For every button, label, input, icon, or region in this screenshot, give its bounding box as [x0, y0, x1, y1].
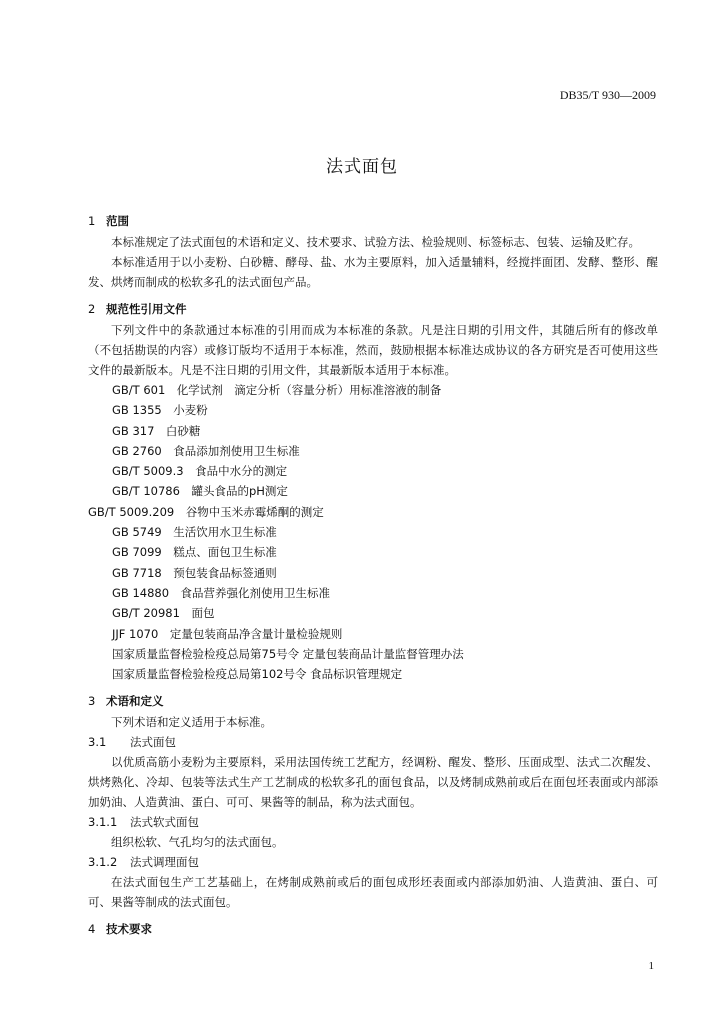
term-name: 法式调理面包	[130, 855, 199, 870]
reference-item: GB/T 10786 罐头食品的pH测定	[112, 484, 288, 499]
section-heading	[88, 918, 658, 940]
reference-item: GB 317 白砂糖	[112, 423, 201, 438]
term-name: 法式软式面包	[130, 815, 199, 830]
reference-item: GB 5749 生活饮用水卫生标准	[112, 525, 277, 540]
term-heading	[88, 812, 658, 832]
reference-item: GB 7718 预包装食品标签通则	[112, 565, 277, 580]
page-number: 1	[648, 960, 654, 972]
section-heading	[88, 298, 658, 320]
paragraph: 下列文件中的条款通过本标准的引用而成为本标准的条款。凡是注日期的引用文件，其随后所有的修改单（不包括勘误的内容）或修订版均不适用于本标准，然而，鼓励根据本标准达成协议的各方研究是否可使用这些文件的最新版本。凡是不注日期的引用文件，其最新版本适用于本标准。	[88, 323, 658, 377]
reference-item: GB 14880 食品营养强化剂使用卫生标准	[112, 585, 331, 600]
section-number: 2	[88, 302, 96, 316]
section-number: 3	[88, 694, 96, 709]
reference-item: GB/T 5009.209 谷物中玉米赤霉烯酮的测定	[88, 504, 324, 519]
reference-item: GB 7099 糕点、面包卫生标准	[112, 545, 277, 560]
term-number: 3.1	[88, 735, 107, 750]
reference-item: 国家质量监督检验检疫总局第75号令 定量包装商品计量监督管理办法	[112, 646, 464, 661]
section-title: 规范性引用文件	[106, 302, 187, 316]
section-heading	[88, 690, 658, 712]
term-definition: 在法式面包生产工艺基础上，在烤制成熟前或后的面包成形坯表面或内部添加奶油、人造黄油、蛋白、可可、果酱等制成的法式面包。	[88, 875, 658, 910]
reference-item: GB 1355 小麦粉	[112, 403, 208, 418]
section-heading	[88, 210, 658, 232]
term-name: 法式面包	[130, 735, 176, 750]
term-heading	[88, 732, 658, 752]
term-heading	[88, 852, 658, 872]
reference-item: JJF 1070 定量包装商品净含量计量检验规则	[112, 626, 343, 641]
section-number: 4	[88, 922, 96, 937]
reference-item: GB 2760 食品添加剂使用卫生标准	[112, 443, 300, 458]
section-title: 技术要求	[106, 922, 152, 937]
reference-item: 国家质量监督检验检疫总局第102号令 食品标识管理规定	[112, 667, 403, 682]
reference-item: GB/T 601 化学试剂 滴定分析（容量分析）用标准溶液的制备	[112, 383, 442, 397]
paragraph: 本标准规定了法式面包的术语和定义、技术要求、试验方法、检验规则、标签标志、包装、运输及贮存。	[111, 235, 640, 249]
section-number: 1	[88, 214, 96, 228]
document-body	[88, 210, 658, 940]
standard-code: DB35/T 930—2009	[559, 88, 656, 102]
term-number: 3.1.1	[88, 815, 118, 830]
term-number: 3.1.2	[88, 855, 118, 870]
section-title: 范围	[106, 214, 129, 228]
term-definition: 组织松软、气孔均匀的法式面包。	[111, 835, 284, 850]
term-definition: 以优质高筋小麦粉为主要原料，采用法国传统工艺配方，经调粉、醒发、整形、压面成型、法式二次醒发、烘烤熟化、冷却、包装等法式生产工艺制成的松软多孔的面包食品，以及烤制成熟前或后在面包坯表面或内部添加奶油、人造黄油、蛋白、可可、果酱等的制品，称为法式面包。	[88, 755, 658, 810]
reference-item: GB/T 20981 面包	[112, 606, 215, 621]
section-title: 术语和定义	[106, 694, 164, 709]
paragraph: 下列术语和定义适用于本标准。	[111, 715, 272, 730]
document-title: 法式面包	[326, 157, 398, 177]
paragraph: 本标准适用于以小麦粉、白砂糖、酵母、盐、水为主要原料，加入适量辅料，经搅拌面团、发酵、整形、醒发、烘烤而制成的松软多孔的法式面包产品。	[88, 255, 658, 289]
reference-item: GB/T 5009.3 食品中水分的测定	[112, 464, 288, 479]
